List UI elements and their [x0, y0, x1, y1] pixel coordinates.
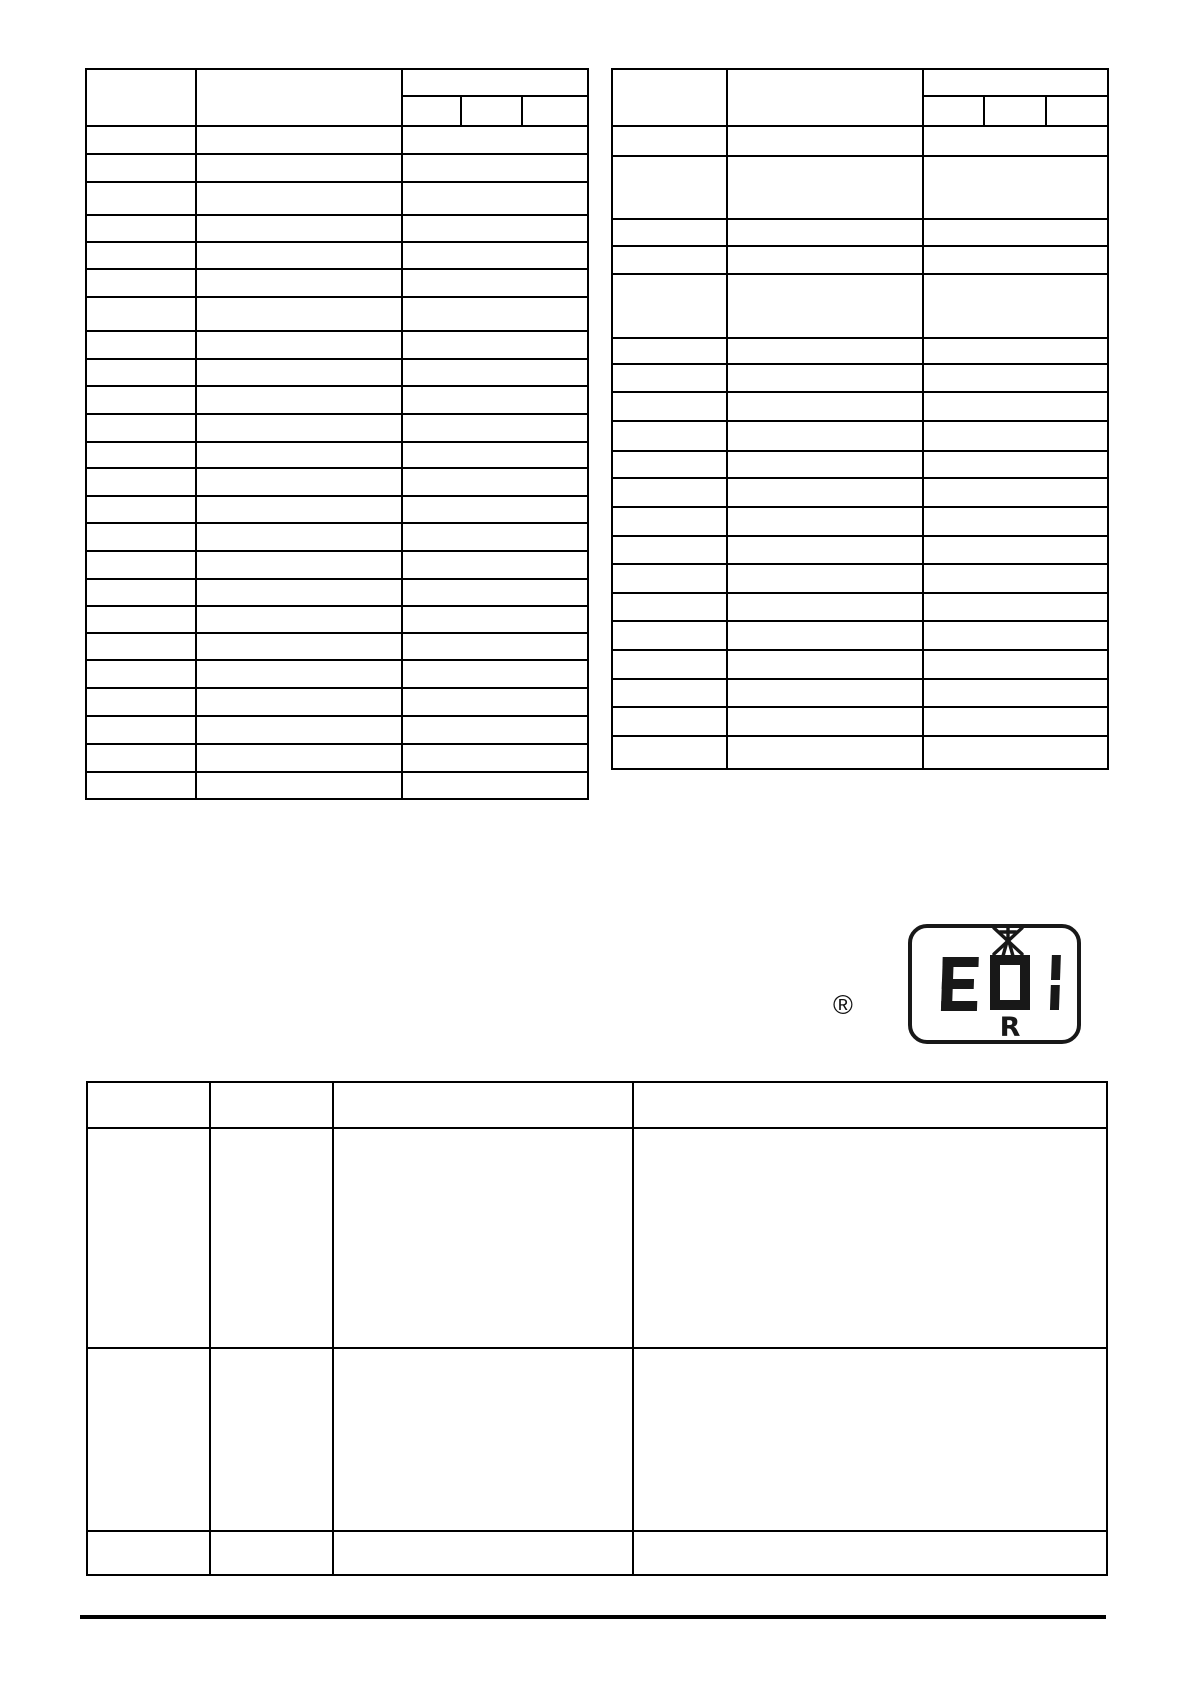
table-cell-empty — [402, 579, 588, 606]
table-cell-empty — [402, 716, 588, 744]
table-cell-empty — [923, 69, 1108, 96]
table-cell-empty — [402, 96, 461, 126]
table-row — [612, 156, 1108, 219]
table-cell-empty — [210, 1082, 333, 1128]
table-row — [87, 1128, 1107, 1348]
table-cell-empty — [196, 269, 402, 297]
table-cell-empty — [86, 579, 196, 606]
table-cell-empty — [402, 215, 588, 242]
table-cell-empty — [333, 1531, 633, 1575]
table-cell-empty — [86, 468, 196, 496]
table-cell-empty — [727, 679, 923, 707]
table-cell-empty — [86, 744, 196, 772]
table-cell-empty — [612, 478, 727, 507]
table-row — [87, 1348, 1107, 1531]
table-cell-empty — [923, 156, 1108, 219]
table-cell-empty — [612, 392, 727, 421]
table-cell-empty — [727, 338, 923, 364]
table-cell-empty — [402, 551, 588, 579]
table-row — [86, 442, 588, 468]
table-header-row — [87, 1082, 1107, 1128]
table-cell-empty — [86, 182, 196, 215]
table-cell-empty — [923, 621, 1108, 650]
table-row — [86, 716, 588, 744]
table-cell-empty — [984, 96, 1046, 126]
table-cell-empty — [196, 744, 402, 772]
table-cell-empty — [727, 126, 923, 156]
table-row — [612, 274, 1108, 338]
table-cell-empty — [727, 650, 923, 679]
table-cell-empty — [86, 772, 196, 799]
table-cell-empty — [333, 1128, 633, 1348]
table-row — [86, 496, 588, 523]
table-cell-empty — [612, 219, 727, 246]
table-cell-empty — [633, 1531, 1107, 1575]
table-cell-empty — [86, 242, 196, 269]
table-cell-empty — [612, 536, 727, 564]
table-row — [86, 182, 588, 215]
table-cell-empty — [86, 386, 196, 414]
table-cell-empty — [196, 359, 402, 386]
table-cell-empty — [923, 478, 1108, 507]
table-cell-empty — [923, 536, 1108, 564]
table-cell-empty — [727, 478, 923, 507]
table-row — [86, 772, 588, 799]
table-cell-empty — [612, 69, 727, 126]
table-cell-empty — [727, 451, 923, 478]
table-cell-empty — [923, 707, 1108, 736]
table-grid — [85, 68, 589, 800]
table-row — [86, 579, 588, 606]
table-cell-empty — [612, 451, 727, 478]
table-row — [86, 744, 588, 772]
table-cell-empty — [727, 246, 923, 274]
table-cell-empty — [86, 359, 196, 386]
table-cell-empty — [612, 736, 727, 769]
table-cell-empty — [633, 1082, 1107, 1128]
table-row — [86, 297, 588, 331]
table-cell-empty — [196, 297, 402, 331]
table-row — [86, 386, 588, 414]
table-cell-empty — [86, 69, 196, 126]
table-cell-empty — [923, 421, 1108, 451]
table-cell-empty — [923, 593, 1108, 621]
table-row — [86, 688, 588, 716]
table-cell-empty — [612, 593, 727, 621]
error-code-table-left — [85, 68, 589, 800]
table-cell-empty — [86, 496, 196, 523]
table-cell-empty — [923, 451, 1108, 478]
table-cell-empty — [402, 468, 588, 496]
table-cell-empty — [86, 688, 196, 716]
table-cell-empty — [333, 1082, 633, 1128]
table-row — [86, 551, 588, 579]
table-cell-empty — [196, 496, 402, 523]
table-cell-empty — [86, 551, 196, 579]
table-header-row — [612, 69, 1108, 96]
table-cell-empty — [86, 633, 196, 660]
table-cell-empty — [402, 606, 588, 633]
table-cell-empty — [923, 736, 1108, 769]
lcd-display — [907, 923, 1082, 1045]
table-cell-empty — [196, 468, 402, 496]
table-cell-empty — [402, 69, 588, 96]
table-cell-empty — [402, 359, 588, 386]
table-cell-empty — [612, 274, 727, 338]
table-row — [86, 359, 588, 386]
table-cell-empty — [86, 297, 196, 331]
lcd-digit-e — [941, 957, 979, 1011]
table-cell-empty — [196, 126, 402, 154]
table-row — [86, 215, 588, 242]
table-cell-empty — [727, 564, 923, 593]
table-cell-empty — [612, 156, 727, 219]
table-cell-empty — [196, 182, 402, 215]
table-cell-empty — [86, 442, 196, 468]
table-cell-empty — [612, 564, 727, 593]
table-cell-empty — [402, 242, 588, 269]
error-code-table-right — [611, 68, 1109, 770]
table-cell-empty — [87, 1082, 210, 1128]
table-cell-empty — [86, 660, 196, 688]
table-row — [86, 606, 588, 633]
table-row — [612, 707, 1108, 736]
table-cell-empty — [87, 1128, 210, 1348]
table-row — [86, 523, 588, 551]
table-cell-empty — [612, 707, 727, 736]
table-cell-empty — [402, 126, 588, 154]
table-cell-empty — [727, 274, 923, 338]
table-cell-empty — [196, 215, 402, 242]
table-row — [612, 536, 1108, 564]
table-cell-empty — [402, 744, 588, 772]
table-cell-empty — [196, 331, 402, 359]
table-cell-empty — [402, 633, 588, 660]
table-cell-empty — [87, 1348, 210, 1531]
table-cell-empty — [402, 442, 588, 468]
table-cell-empty — [727, 69, 923, 126]
table-cell-empty — [727, 707, 923, 736]
table-row — [612, 451, 1108, 478]
table-cell-empty — [196, 414, 402, 442]
table-cell-empty — [402, 660, 588, 688]
table-cell-empty — [402, 182, 588, 215]
table-row — [86, 660, 588, 688]
table-cell-empty — [402, 523, 588, 551]
table-cell-empty — [86, 523, 196, 551]
table-cell-empty — [923, 274, 1108, 338]
table-row — [86, 331, 588, 359]
table-cell-empty — [923, 364, 1108, 392]
table-row — [612, 507, 1108, 536]
table-grid — [611, 68, 1109, 770]
lcd-display-graphic — [907, 923, 1082, 1045]
table-cell-empty — [333, 1348, 633, 1531]
table-cell-empty — [210, 1531, 333, 1575]
table-row — [612, 421, 1108, 451]
table-cell-empty — [727, 536, 923, 564]
table-row — [612, 650, 1108, 679]
table-cell-empty — [86, 414, 196, 442]
table-cell-empty — [402, 414, 588, 442]
error-code-detail-table — [86, 1081, 1108, 1576]
table-cell-empty — [923, 564, 1108, 593]
table-cell-empty — [727, 593, 923, 621]
table-cell-empty — [196, 606, 402, 633]
table-cell-empty — [923, 650, 1108, 679]
table-row — [612, 338, 1108, 364]
table-cell-empty — [727, 421, 923, 451]
table-cell-empty — [612, 338, 727, 364]
table-row — [87, 1531, 1107, 1575]
table-cell-empty — [86, 269, 196, 297]
table-row — [86, 242, 588, 269]
table-cell-empty — [727, 736, 923, 769]
table-cell-empty — [86, 215, 196, 242]
table-cell-empty — [196, 633, 402, 660]
table-row — [612, 392, 1108, 421]
table-cell-empty — [727, 392, 923, 421]
table-cell-empty — [612, 421, 727, 451]
table-cell-empty — [461, 96, 522, 126]
table-cell-empty — [727, 219, 923, 246]
table-row — [612, 621, 1108, 650]
table-cell-empty — [86, 126, 196, 154]
table-cell-empty — [612, 507, 727, 536]
table-cell-empty — [196, 579, 402, 606]
table-cell-empty — [402, 331, 588, 359]
footer-rule — [80, 1615, 1106, 1619]
table-cell-empty — [210, 1128, 333, 1348]
table-cell-empty — [196, 716, 402, 744]
table-row — [612, 564, 1108, 593]
table-row — [612, 679, 1108, 707]
table-cell-empty — [1046, 96, 1108, 126]
table-cell-empty — [522, 96, 588, 126]
table-cell-empty — [923, 246, 1108, 274]
table-header-row — [86, 69, 588, 96]
table-cell-empty — [402, 496, 588, 523]
table-cell-empty — [196, 154, 402, 182]
table-cell-empty — [727, 507, 923, 536]
table-row — [612, 246, 1108, 274]
table-cell-empty — [923, 219, 1108, 246]
table-cell-empty — [196, 551, 402, 579]
table-cell-empty — [196, 772, 402, 799]
table-cell-empty — [402, 154, 588, 182]
table-row — [612, 219, 1108, 246]
table-cell-empty — [923, 392, 1108, 421]
table-row — [612, 364, 1108, 392]
table-cell-empty — [612, 126, 727, 156]
table-row — [86, 414, 588, 442]
table-cell-empty — [402, 297, 588, 331]
table-cell-empty — [402, 688, 588, 716]
table-cell-empty — [87, 1531, 210, 1575]
table-row — [612, 126, 1108, 156]
table-cell-empty — [196, 523, 402, 551]
table-row — [86, 126, 588, 154]
registered-trademark-symbol: ® — [833, 990, 853, 1020]
table-cell-empty — [210, 1348, 333, 1531]
table-cell-empty — [923, 507, 1108, 536]
table-cell-empty — [86, 154, 196, 182]
table-row — [86, 633, 588, 660]
table-row — [612, 736, 1108, 769]
table-cell-empty — [923, 96, 984, 126]
table-cell-empty — [86, 606, 196, 633]
table-row — [86, 468, 588, 496]
table-grid — [86, 1081, 1108, 1576]
table-cell-empty — [196, 242, 402, 269]
table-cell-empty — [633, 1128, 1107, 1348]
table-cell-empty — [402, 269, 588, 297]
table-cell-empty — [727, 364, 923, 392]
table-cell-empty — [612, 246, 727, 274]
table-cell-empty — [923, 126, 1108, 156]
table-row — [86, 154, 588, 182]
table-cell-empty — [402, 386, 588, 414]
table-cell-empty — [402, 772, 588, 799]
table-cell-empty — [196, 688, 402, 716]
table-cell-empty — [196, 660, 402, 688]
table-row — [612, 478, 1108, 507]
table-cell-empty — [612, 650, 727, 679]
table-cell-empty — [612, 679, 727, 707]
table-cell-empty — [727, 621, 923, 650]
table-cell-empty — [196, 442, 402, 468]
table-cell-empty — [86, 716, 196, 744]
table-cell-empty — [196, 69, 402, 126]
table-cell-empty — [86, 331, 196, 359]
table-cell-empty — [727, 156, 923, 219]
table-cell-empty — [612, 364, 727, 392]
table-cell-empty — [633, 1348, 1107, 1531]
table-cell-empty — [923, 679, 1108, 707]
table-cell-empty — [612, 621, 727, 650]
table-row — [86, 269, 588, 297]
lcd-annunciator-r: R — [999, 1012, 1021, 1043]
table-cell-empty — [196, 386, 402, 414]
table-row — [612, 593, 1108, 621]
table-cell-empty — [923, 338, 1108, 364]
